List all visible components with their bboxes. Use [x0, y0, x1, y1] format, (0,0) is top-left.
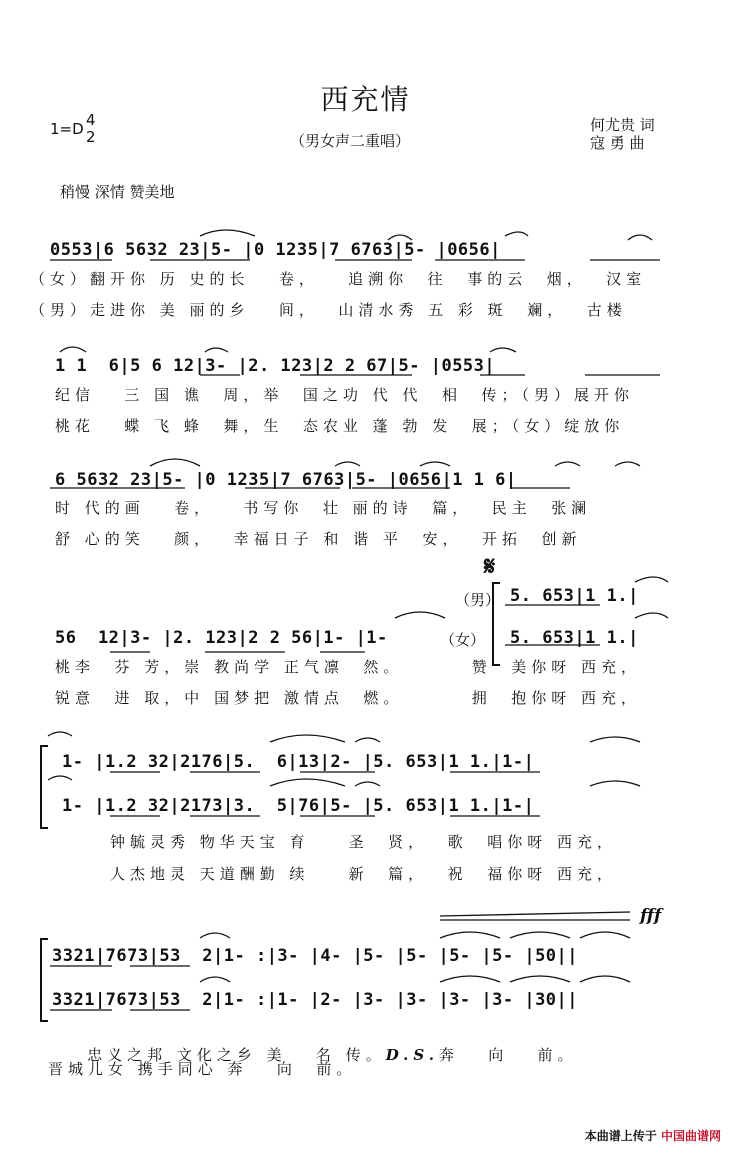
dynamic-fff: fff: [640, 906, 662, 926]
notation-line-4-lower: 5. 653|1 1.|: [510, 628, 639, 648]
notation-line-4: 56 12|3- |2. 123|2 2 56|1- |1-: [55, 628, 388, 648]
lyricist: 何尤贵 词: [590, 116, 655, 134]
lyric-line-1-female: （女）翻开你 历 史的长 卷， 追溯你 往 事的云 烟， 汉室: [30, 270, 647, 288]
lyric-line-2-a: 纪信 三 国 谯 周，举 国之功 代 代 相 传；（男）展开你: [55, 386, 635, 404]
notation-line-2: 1 1 6|5 6 12|3- |2. 123|2 2 67|5- |0553|: [55, 356, 496, 376]
lyric-line-5-a: 钟毓灵秀 物华天宝 育 圣 贤， 歌 唱你呀 西充，: [110, 833, 617, 851]
tempo-marking: 稍慢 深情 赞美地: [60, 183, 175, 201]
ds-marking: D.S.: [385, 1046, 439, 1064]
lyric-line-4-b: 锐意 进 取，中 国梦把 激情点 燃。 拥 抱你呀 西充，: [55, 689, 642, 707]
system-6-bracket: [40, 938, 48, 1022]
notation-line-5-lower: 1- |1.2 32|2173|3. 5|76|5- |5. 653|1 1.|1-|: [62, 796, 535, 816]
notation-line-6-lower: 3321|7673|53 2|1- :|1- |2- |3- |3- |3- |3- |30||: [52, 990, 579, 1010]
lyric-line-6-b: 晋城儿女 携手同心 奔 向 前。: [48, 1060, 357, 1078]
lyric-line-4-a: 桃李 芬 芳，崇 教尚学 正气凛 然。 赞 美你呀 西充，: [55, 658, 642, 676]
lyric-line-6-a-main: 忠义之邦 文化之乡 美 名 传。: [87, 1046, 386, 1064]
notation-line-1: 0553|6 5632 23|5- |0 1235|7 6763|5- |0656|: [50, 240, 501, 260]
composer: 寇 勇 曲: [590, 134, 645, 152]
site-brand-logo[interactable]: 中国曲谱网: [660, 1129, 721, 1143]
time-sig-bottom: 2: [86, 128, 96, 146]
notation-line-5-upper: 1- |1.2 32|2176|5. 6|13|2- |5. 653|1 1.|1-|: [62, 752, 535, 772]
lyric-line-2-b: 桃花 蝶 飞 蜂 舞，生 态农业 蓬 勃 发 展；（女）绽放你: [55, 417, 625, 435]
notation-line-4-upper: 5. 653|1 1.|: [510, 586, 639, 606]
male-part-label: （男）: [455, 591, 501, 609]
lyric-line-3-b: 舒 心的笑 颜， 幸福日子 和 谐 平 安， 开拓 创新: [55, 530, 582, 548]
system-5-bracket: [40, 745, 48, 829]
female-part-label: （女）: [440, 631, 486, 649]
key-signature: 1=D: [50, 120, 84, 138]
lyric-line-6-a-tail: 奔 向 前。: [438, 1046, 578, 1064]
song-title: 西充情: [320, 83, 411, 116]
footer-credit: [585, 1127, 721, 1144]
song-subtitle: （男女声二重唱）: [290, 132, 411, 150]
notation-line-6-upper: 3321|7673|53 2|1- :|3- |4- |5- |5- |5- |5- |50||: [52, 946, 579, 966]
notation-line-3: 6 5632 23|5- |0 1235|7 6763|5- |0656|1 1 6|: [55, 470, 517, 490]
lyric-line-1-male: （男）走进你 美 丽的乡 间， 山清水秀 五 彩 斑 斓， 古楼: [30, 301, 627, 319]
segno-icon: 𝄋: [484, 552, 496, 582]
lyric-line-3-a: 时 代的画 卷， 书写你 壮 丽的诗 篇， 民主 张澜: [55, 499, 592, 517]
lyric-line-5-b: 人杰地灵 天道酬勤 续 新 篇， 祝 福你呀 西充，: [110, 865, 617, 883]
footer-prefix: 本曲谱上传于: [584, 1129, 657, 1143]
time-sig-top: 4: [86, 111, 96, 129]
